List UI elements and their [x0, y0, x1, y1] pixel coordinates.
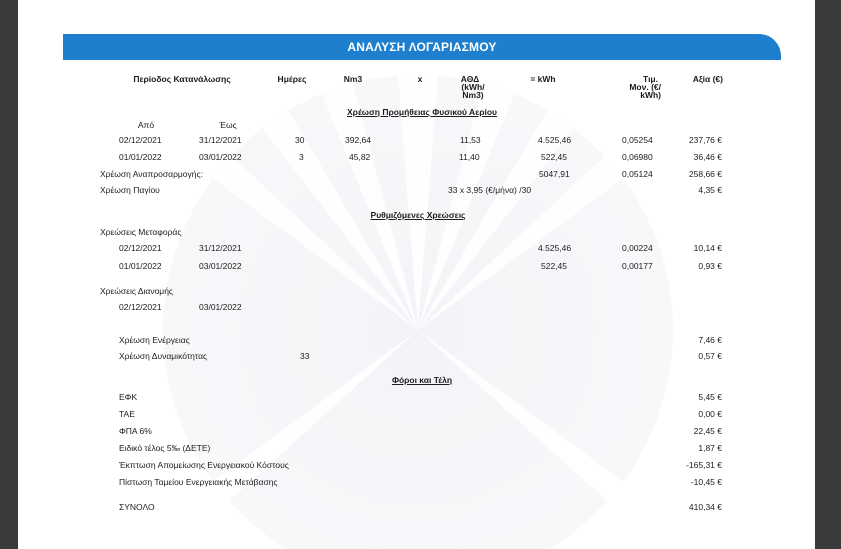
- supply-row-1-atd: 11,53: [460, 135, 481, 145]
- col-header-unit-price-1: Τιμ.: [643, 74, 658, 84]
- transport-row-1-price: 0,00224: [622, 243, 653, 253]
- transport-row-2-price: 0,00177: [622, 261, 653, 271]
- tax-row-label: ΕΦΚ: [119, 392, 138, 402]
- col-header-unit-price-2: Μον. (€/: [629, 82, 661, 92]
- supply-row-1-nm3: 392,64: [345, 135, 371, 145]
- col-header-days: Ημέρες: [277, 74, 307, 84]
- col-header-atd: ΑΘΔ: [460, 74, 480, 84]
- tax-row-label: Πίστωση Ταμείου Ενεργειακής Μετάβασης: [119, 477, 278, 487]
- page-title: ΑΝΑΛΥΣΗ ΛΟΓΑΡΙΑΣΜΟΥ: [63, 34, 781, 60]
- tax-row-label: ΦΠΑ 6%: [119, 426, 152, 436]
- col-header-atd-unit-1: (kWh/: [461, 82, 485, 92]
- from-label: Από: [137, 120, 155, 130]
- col-header-x: x: [417, 74, 423, 84]
- supply-row-2-price: 0,06980: [622, 152, 653, 162]
- supply-row-2-nm3: 45,82: [349, 152, 371, 162]
- energy-charge-value: 7,46 €: [698, 335, 722, 345]
- col-header-nm3: Nm3: [343, 74, 363, 84]
- transport-row-1-from: 02/12/2021: [119, 243, 162, 253]
- tax-row-value: 0,00 €: [698, 409, 722, 419]
- col-header-atd-unit-2: Nm3): [462, 90, 484, 100]
- supply-row-2-atd: 11,40: [459, 152, 480, 162]
- transport-row-1-kwh: 4.525,46: [538, 243, 572, 253]
- supply-row-1-price: 0,05254: [622, 135, 653, 145]
- readjust-label: Χρέωση Αναπροσαρμογής:: [100, 169, 203, 179]
- section-heading-taxes: Φόροι και Τέλη: [391, 375, 453, 385]
- capacity-charge-value: 0,57 €: [698, 351, 722, 361]
- tax-row-label: ΤΑΕ: [119, 409, 135, 419]
- supply-row-2-value: 36,46 €: [693, 152, 722, 162]
- tax-row-value: 5,45 €: [698, 392, 722, 402]
- col-header-unit-price-3: kWh): [640, 90, 661, 100]
- transport-row-2-to: 03/01/2022: [199, 261, 242, 271]
- distribution-label: Χρεώσεις Διανομής: [100, 286, 174, 296]
- fixed-charge-value: 4,35 €: [698, 185, 722, 195]
- transport-row-2-from: 01/01/2022: [119, 261, 162, 271]
- fixed-charge-calc: 33 x 3,95 (€/μήνα) /30: [448, 185, 532, 195]
- tax-row-label: Έκπτωση Απομείωσης Ενεργειακού Κόστους: [119, 460, 289, 470]
- col-header-period: Περίοδος Κατανάλωσης: [133, 74, 231, 84]
- transport-row-2-kwh: 522,45: [541, 261, 567, 271]
- readjust-value: 258,66 €: [688, 169, 722, 179]
- col-header-value: Αξία (€): [692, 74, 723, 84]
- transport-label: Χρεώσεις Μεταφοράς: [100, 227, 182, 237]
- total-label: ΣΥΝΟΛΟ: [119, 502, 155, 512]
- tax-row-value: -165,31 €: [686, 460, 722, 470]
- supply-row-1-days: 30: [295, 135, 305, 145]
- tax-row-value: 1,87 €: [698, 443, 722, 453]
- tax-row-label: Ειδικό τέλος 5‰ (ΔΕΤΕ): [119, 443, 211, 453]
- distribution-row-to: 03/01/2022: [199, 302, 242, 312]
- readjust-kwh: 5047,91: [539, 169, 570, 179]
- total-value: 410,34 €: [688, 502, 722, 512]
- supply-row-2-days: 3: [299, 152, 304, 162]
- supply-row-1-kwh: 4.525,46: [538, 135, 572, 145]
- fixed-charge-label: Χρέωση Παγίου: [100, 185, 160, 195]
- energy-charge-label: Χρέωση Ενέργειας: [119, 335, 190, 345]
- tax-row-value: 22,45 €: [693, 426, 722, 436]
- transport-row-1-value: 10,14 €: [693, 243, 722, 253]
- to-label: Έως: [219, 120, 237, 130]
- transport-row-2-value: 0,93 €: [698, 261, 722, 271]
- tax-row-value: -10,45 €: [690, 477, 722, 487]
- supply-row-1-value: 237,76 €: [688, 135, 722, 145]
- section-heading-supply: Χρέωση Προμήθειας Φυσικού Αερίου: [347, 107, 497, 117]
- readjust-price: 0,05124: [622, 169, 653, 179]
- capacity-charge-label: Χρέωση Δυναμικότητας: [119, 351, 208, 361]
- supply-row-2-from: 01/01/2022: [119, 152, 162, 162]
- supply-row-1-to: 31/12/2021: [199, 135, 242, 145]
- distribution-row-from: 02/12/2021: [119, 302, 162, 312]
- col-header-kwh: = kWh: [530, 74, 556, 84]
- bill-page: [18, 0, 815, 549]
- transport-row-1-to: 31/12/2021: [199, 243, 242, 253]
- supply-row-1-from: 02/12/2021: [119, 135, 162, 145]
- section-heading-regulated: Ρυθμιζόμενες Χρεώσεις: [370, 210, 466, 220]
- supply-row-2-to: 03/01/2022: [199, 152, 242, 162]
- supply-row-2-kwh: 522,45: [541, 152, 567, 162]
- capacity-charge-days: 33: [300, 351, 310, 361]
